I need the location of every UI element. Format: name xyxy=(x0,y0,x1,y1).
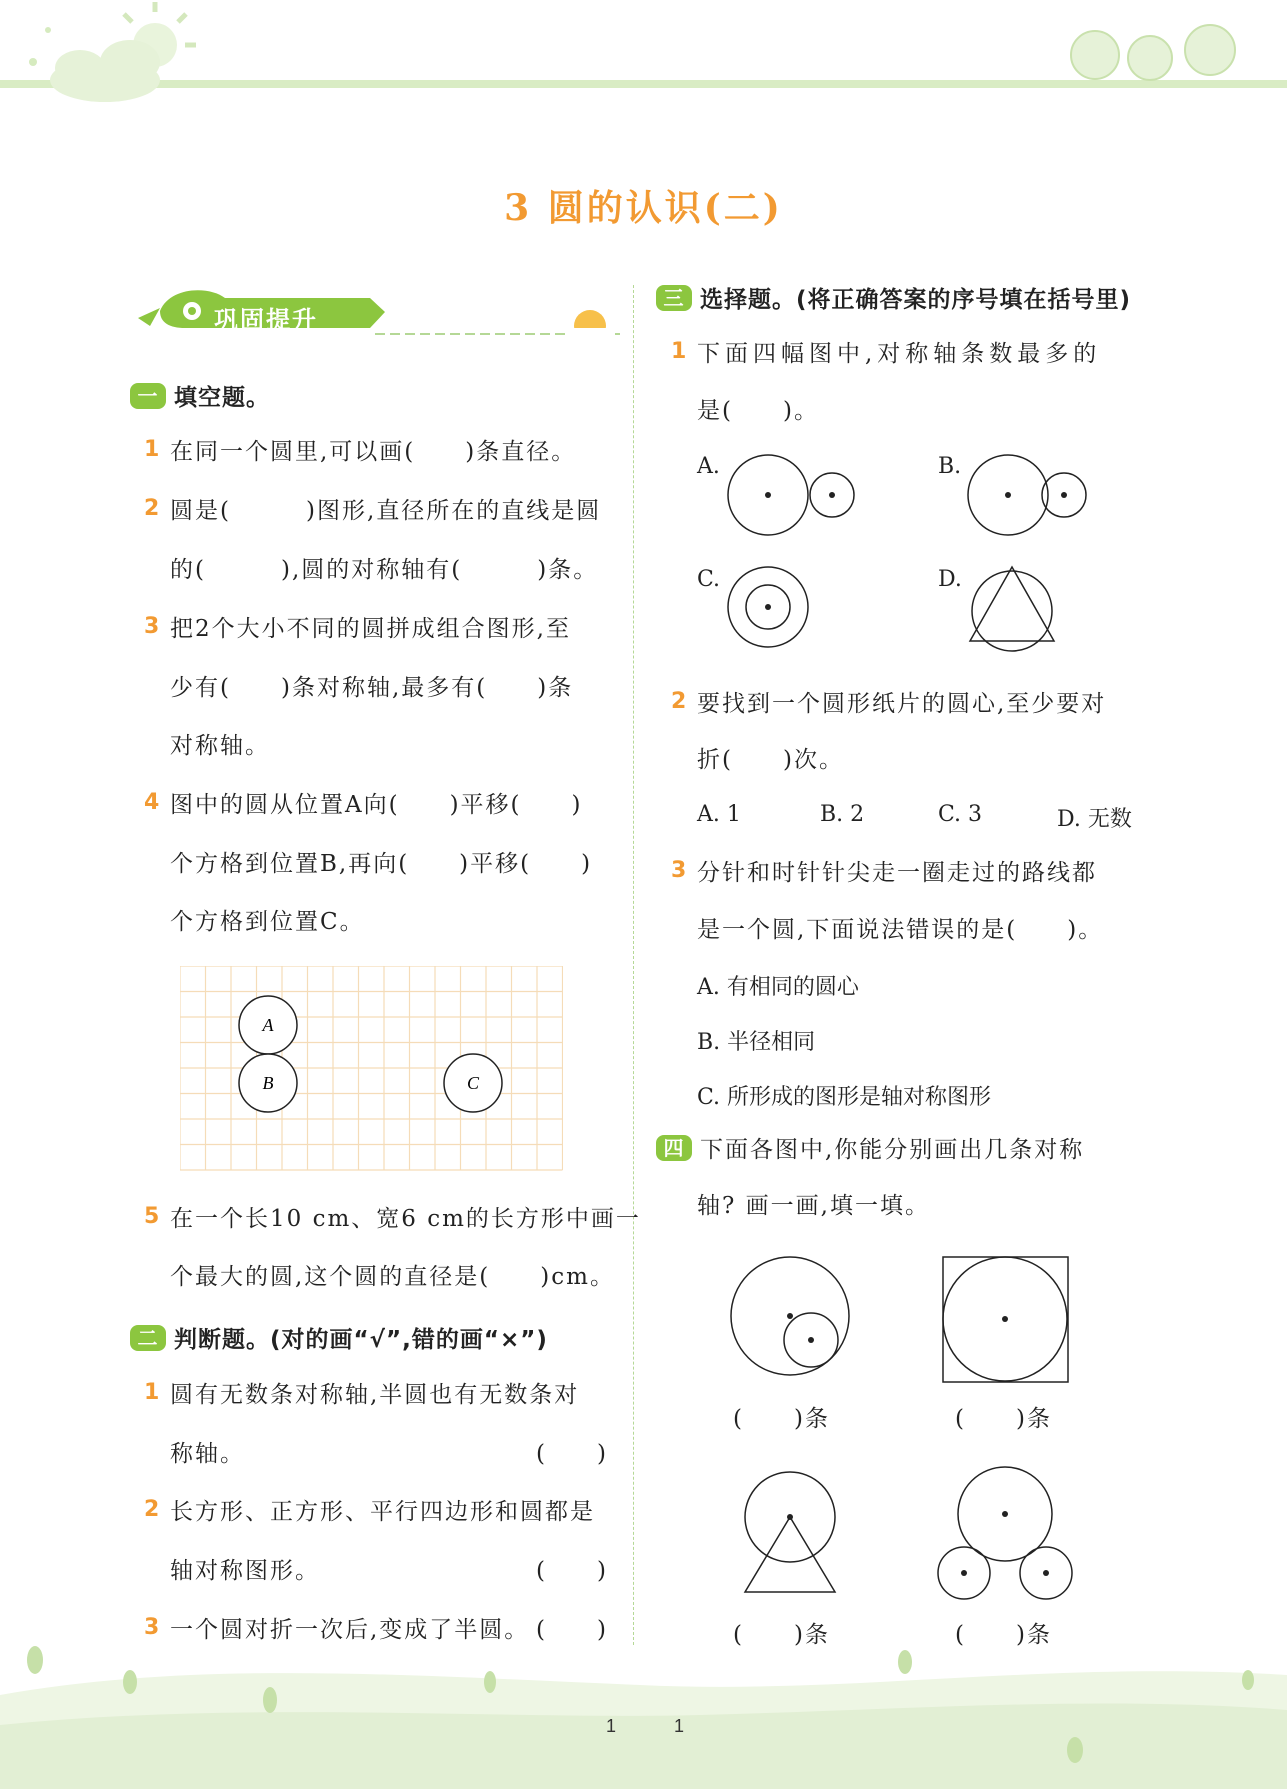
section-title: 填空题。 xyxy=(174,385,270,411)
question-item xyxy=(144,496,159,521)
question-text: 折( )次。 xyxy=(697,747,844,773)
label-c: C xyxy=(466,1073,480,1093)
question-text: 轴? 画一画,填一填。 xyxy=(697,1193,930,1219)
question-number: 2 xyxy=(144,496,160,521)
question-number: 4 xyxy=(144,790,160,815)
question-text: 在同一个圆里,可以画( )条直径。 xyxy=(170,439,577,465)
option-a[interactable]: A. xyxy=(697,454,720,479)
question-text: 在一个长10 cm、宽6 cm的长方形中画一 xyxy=(170,1206,641,1232)
answer-blank[interactable]: ( )条 xyxy=(955,1406,1052,1432)
section1-header xyxy=(130,379,270,412)
grid-figure xyxy=(180,966,563,1173)
answer-paren[interactable]: ( ) xyxy=(536,1558,608,1584)
answer-paren[interactable]: ( ) xyxy=(536,1617,608,1643)
question-number: 1 xyxy=(144,437,160,462)
question-number: 3 xyxy=(144,1615,160,1640)
section-badge: 四 xyxy=(656,1135,692,1161)
option-c[interactable]: C. 所形成的图形是轴对称图形 xyxy=(697,1085,992,1110)
question-text: 图中的圆从位置A向( )平移( ) xyxy=(170,792,583,818)
option-d[interactable]: D. xyxy=(938,567,962,592)
question-text: 要找到一个圆形纸片的圆心,至少要对 xyxy=(697,691,1107,717)
question-number: 2 xyxy=(671,689,687,714)
section2-header xyxy=(130,1321,548,1354)
question-number: 5 xyxy=(144,1204,160,1229)
question-item xyxy=(144,790,159,815)
section-title: 判断题。(对的画“√”,错的画“×”) xyxy=(174,1327,548,1353)
answer-blank[interactable]: ( )条 xyxy=(733,1622,830,1648)
question-item xyxy=(671,858,686,883)
question-text: 是( )。 xyxy=(697,398,819,424)
question-text: 对称轴。 xyxy=(170,733,270,759)
question-number: 3 xyxy=(144,614,160,639)
question-text: 长方形、正方形、平行四边形和圆都是 xyxy=(170,1499,595,1525)
question-text: 下面四幅图中,对称轴条数最多的 xyxy=(697,341,1102,367)
footer-decoration xyxy=(0,1640,1287,1789)
section3-header xyxy=(656,281,1131,314)
section4-header xyxy=(656,1135,700,1163)
label-b: B xyxy=(262,1073,274,1093)
answer-paren[interactable]: ( ) xyxy=(536,1441,608,1467)
section-title: 选择题。(将正确答案的序号填在括号里) xyxy=(700,287,1132,313)
option-a[interactable]: A. 1 xyxy=(697,802,741,827)
question-text: 把2个大小不同的圆拼成组合图形,至 xyxy=(170,616,571,642)
question-number: 3 xyxy=(671,858,687,883)
question-text: 个方格到位置C。 xyxy=(170,909,365,935)
section-badge: 一 xyxy=(130,383,166,409)
column-divider xyxy=(633,285,634,1645)
question-text: 圆有无数条对称轴,半圆也有无数条对 xyxy=(170,1382,580,1408)
option-b[interactable]: B. 半径相同 xyxy=(697,1030,816,1055)
option-c[interactable]: C. xyxy=(697,567,721,592)
option-b[interactable]: B. 2 xyxy=(820,802,865,827)
question-number: 1 xyxy=(671,339,687,364)
question-text: 个方格到位置B,再向( )平移( ) xyxy=(170,851,593,877)
animal-faces-icon xyxy=(1071,25,1235,80)
question-item xyxy=(144,437,159,462)
question-text: 是一个圆,下面说法错误的是( )。 xyxy=(697,917,1104,943)
page-number-left: 1 xyxy=(606,1716,617,1736)
section-badge: 三 xyxy=(656,285,692,311)
question-item xyxy=(144,1380,159,1405)
question-text: 称轴。 xyxy=(170,1441,245,1467)
question-item xyxy=(671,339,686,364)
option-d[interactable]: D. 无数 xyxy=(1057,807,1132,832)
page-number-right: 1 xyxy=(674,1716,685,1736)
answer-blank[interactable]: ( )条 xyxy=(733,1406,830,1432)
question-text: 个最大的圆,这个圆的直径是( )cm。 xyxy=(170,1264,615,1290)
choice-figures xyxy=(700,440,1150,660)
question-item xyxy=(671,689,686,714)
question-number: 2 xyxy=(144,1497,160,1522)
question-text: 的( ),圆的对称轴有( )条。 xyxy=(170,557,599,583)
banner-label: 巩固提升 xyxy=(214,306,318,334)
banner-decoration xyxy=(130,278,620,344)
option-a[interactable]: A. 有相同的圆心 xyxy=(697,975,859,1000)
page-title: 3 圆的认识(二) xyxy=(504,187,783,229)
option-b[interactable]: B. xyxy=(938,454,962,479)
question-item xyxy=(144,1497,159,1522)
question-text: 下面各图中,你能分别画出几条对称 xyxy=(700,1137,1085,1163)
question-number: 1 xyxy=(144,1380,160,1405)
cloud-icon xyxy=(50,40,160,102)
question-text: 圆是( )图形,直径所在的直线是圆 xyxy=(170,498,602,524)
question-text: 轴对称图形。 xyxy=(170,1558,320,1584)
star-icon xyxy=(29,27,51,66)
answer-blank[interactable]: ( )条 xyxy=(955,1622,1052,1648)
section-badge: 二 xyxy=(130,1325,166,1351)
question-text: 分针和时针针尖走一圈走过的路线都 xyxy=(697,860,1097,886)
question-item xyxy=(144,1204,159,1229)
question-text: 少有( )条对称轴,最多有( )条 xyxy=(170,675,574,701)
question-text: 一个圆对折一次后,变成了半圆。 xyxy=(170,1617,530,1643)
label-a: A xyxy=(262,1015,274,1035)
option-c[interactable]: C. 3 xyxy=(938,802,983,827)
question-item xyxy=(144,1615,159,1640)
header-decoration xyxy=(0,0,1287,120)
question-item xyxy=(144,614,159,639)
